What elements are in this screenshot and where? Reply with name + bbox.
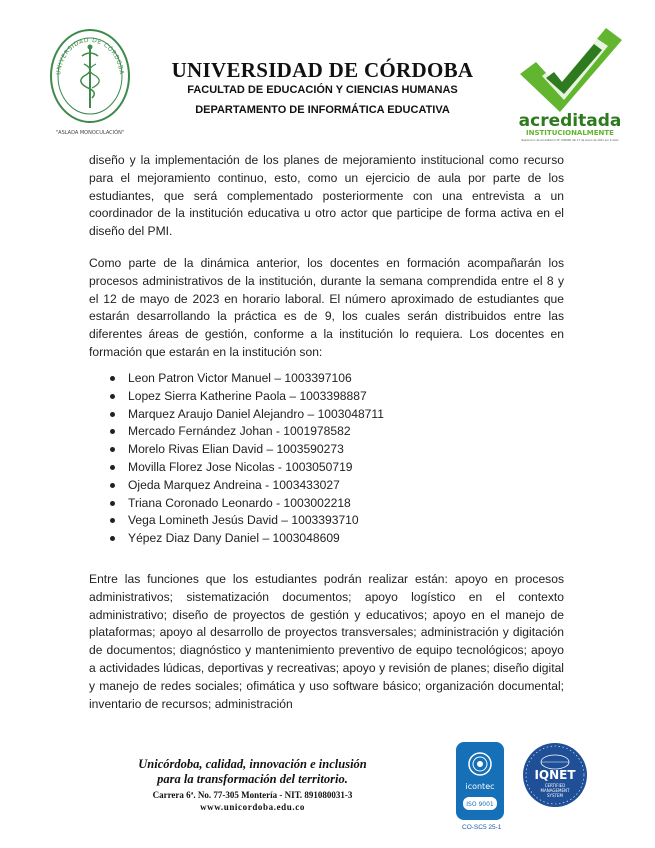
- bullet-icon: [110, 501, 115, 506]
- motto-line: Unicórdoba, calidad, innovación e inclusión: [138, 757, 367, 771]
- paragraph-practice: Como parte de la dinámica anterior, los docentes en formación acompañarán los procesos administrativos de la institución, durante la semana comprendida entre el 8 y el 12 de mayo de 2023 en horario laboral. El número aproximado de estudiantes que estarán desarrollando la práctica es de 9, los cuales serán distribuidos entre las diferentes áreas de gestión, conforme a la institución lo requiera. Los docentes en formación que estarán en la institución son:: [89, 256, 564, 359]
- footer-motto: [80, 757, 425, 787]
- bullet-icon: [110, 536, 115, 541]
- bullet-icon: [110, 465, 115, 470]
- student-name: Lopez Sierra Katherine Paola – 1003398887: [128, 388, 367, 403]
- student-name: Leon Patron Victor Manuel – 1003397106: [128, 371, 352, 385]
- list-item: [108, 388, 528, 406]
- list-item: [108, 530, 528, 548]
- department-name: DEPARTAMENTO DE INFORMÁTICA EDUCATIVA: [195, 104, 450, 116]
- student-name: Morelo Rivas Elian David – 1003590273: [128, 442, 344, 457]
- bullet-icon: [110, 376, 115, 381]
- list-item: [108, 512, 528, 530]
- iqnet-label: IQNET: [534, 768, 576, 782]
- motto-line: para la transformación del territorio.: [157, 772, 348, 786]
- bullet-icon: [110, 518, 115, 523]
- student-list: [108, 370, 528, 548]
- certificate-code: CO-SC5 25-1: [462, 824, 502, 831]
- student-name: Movilla Florez Jose Nicolas - 1003050719: [128, 459, 353, 474]
- footer-website-link[interactable]: www.unicordoba.edu.co: [200, 802, 305, 812]
- list-item: [108, 459, 528, 477]
- paragraph-pmi: diseño y la implementación de los planes de mejoramiento institucional como recurso para el mejoramiento continuo, esto, como un ejercicio de aula por parte de los estudiantes, que será complementado posteriormente con una entrevista a un coordinador de la institución educativa u otro actor que participe de forma activa en el diseño del PMI.: [89, 153, 564, 239]
- seal-motto: "ASLADA MONOCULACIÓN": [55, 130, 125, 136]
- accreditation-word: acreditada: [518, 111, 622, 131]
- university-seal-icon: [48, 26, 132, 136]
- faculty-name: FACULTAD DE EDUCACIÓN Y CIENCIAS HUMANAS: [187, 84, 458, 96]
- list-item: [108, 370, 528, 388]
- student-name: Marquez Araujo Daniel Alejandro – 1003048711: [128, 406, 384, 421]
- seal-ring-text: UNIVERSIDAD DE CÓRDOBA: [55, 36, 125, 76]
- bullet-icon: [110, 447, 115, 452]
- accreditation-subtitle: INSTITUCIONALMENTE: [526, 129, 614, 137]
- checkmark-accreditation-icon: [514, 22, 626, 142]
- student-name: Vega Lomineth Jesús David – 1003393710: [128, 513, 359, 528]
- iqnet-sub: CERTIFIED: [544, 783, 566, 788]
- paragraph-functions: Entre las funciones que los estudiantes podrán realizar están: apoyo en procesos administrativos; sistematización documentos; apoyo logístico en el contexto administrativo; diseño de proyectos de gestión y educativos; apoyo en el manejo de plataformas; apoyo al desarrollo de proyectos transversales; administración y digitación de documentos; diagnóstico y mantenimiento preventivo de equipo tecnológicos; apoyo a actividades lúdicas, deportivas y recreativas; apoyo y revisión de planes; diseño digital y manejo de redes sociales; ofimática y uso software básico; organización documental; inventario de recursos; administración: [89, 572, 564, 711]
- icontec-iso: ISO 9001: [466, 801, 494, 808]
- iqnet-sub: SYSTEM: [547, 793, 563, 798]
- student-name: Ojeda Marquez Andreina - 1003433027: [128, 477, 340, 492]
- list-item: [108, 406, 528, 424]
- accreditation-fineprint: Resolución de Acreditación N° 000000 del 17 de enero de 2021 por 6 años: [521, 139, 619, 142]
- list-item: [108, 441, 528, 459]
- student-name: Mercado Fernández Johan - 1001978582: [128, 424, 351, 439]
- university-title: UNIVERSIDAD DE CÓRDOBA: [171, 58, 474, 82]
- iqnet-globe-icon: [522, 742, 588, 808]
- list-item: [108, 495, 528, 513]
- bullet-icon: [110, 394, 115, 399]
- list-item: [108, 477, 528, 495]
- list-item: [108, 423, 528, 441]
- student-name: Yépez Diaz Dany Daniel – 1003048609: [128, 531, 340, 546]
- bullet-icon: [110, 412, 115, 417]
- student-name: Triana Coronado Leonardo - 1003002218: [128, 495, 351, 510]
- icontec-label: icontec: [465, 782, 495, 791]
- iqnet-sub: MANAGEMENT: [540, 788, 570, 793]
- bullet-icon: [110, 483, 115, 488]
- footer-address: Carrera 6ª. No. 77-305 Montería - NIT. 891080031-3: [152, 790, 353, 800]
- icontec-certification-icon: [456, 742, 504, 820]
- bullet-icon: [110, 429, 115, 434]
